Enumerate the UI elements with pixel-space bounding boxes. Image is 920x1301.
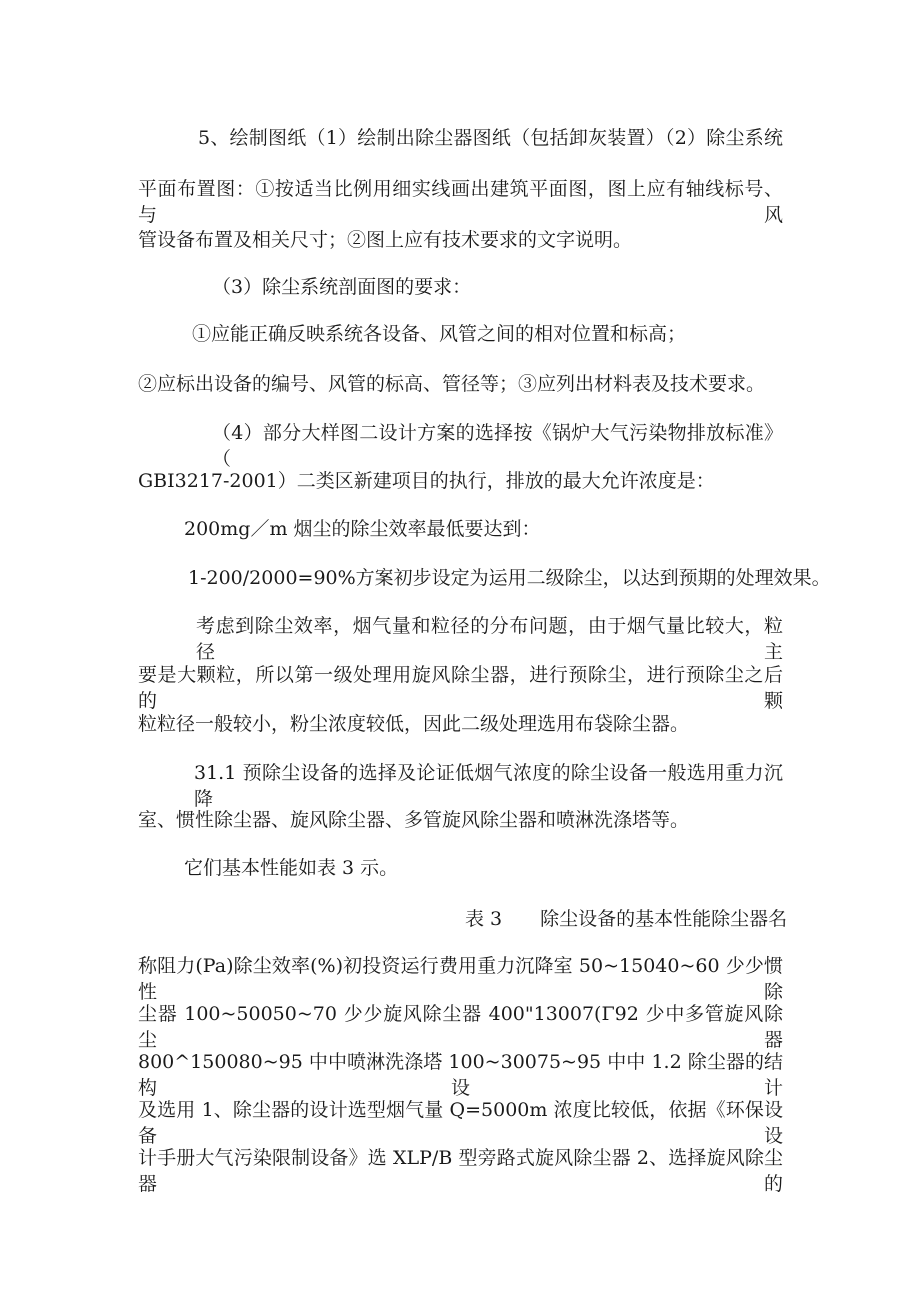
para-5-line-1: （4）部分大样图二设计方案的选择按《锅炉大气污染物排放标准》（ [212,422,783,470]
para-11-line-1: 表 3 除尘设备的基本性能除尘器名 [465,908,788,930]
para-6: 200mg／m 烟尘的除尘效率最低要达到： [184,518,541,540]
para-1-line-2: 平面布置图：①按适当比例用细实线画出建筑平面图，图上应有轴线标号、与风 [138,178,783,226]
para-8-line-3: 粒粒径一般较小，粉尘浓度较低，因此二级处理选用布袋除尘器。 [138,713,690,735]
para-11-line-2: 称阻力(Pa)除尘效率(%)初投资运行费用重力沉降室 50~15040~60 少少惯性除 [138,955,783,1003]
para-8-line-2: 要是大颗粒，所以第一级处理用旋风除尘器，进行预除尘，进行预除尘之后的颗 [138,664,783,712]
para-9-line-1: 31.1 预除尘设备的选择及论证低烟气浓度的除尘设备一般选用重力沉降 [194,762,783,810]
para-11-line-3: 尘器 100~50050~70 少少旋风除尘器 400"13007(Γ92 少中多管旋风除尘器 [138,1003,783,1051]
para-11-line-5: 及选用 1、除尘器的设计选型烟气量 Q=5000m 浓度比较低，依据《环保设备设 [138,1099,783,1147]
para-8-line-1: 考虑到除尘效率，烟气量和粒径的分布问题，由于烟气量比较大，粒径主 [196,615,783,663]
para-11-line-6: 计手册大气污染限制设备》选 XLP/B 型旁路式旋风除尘器 2、选择旋风除尘器的 [138,1147,783,1195]
para-2: （3）除尘系统剖面图的要求： [212,276,472,298]
para-9-line-2: 室、惯性除尘器、旋风除尘器、多管旋风除尘器和喷淋洗涤塔等。 [138,809,690,831]
para-1-line-1: 5、绘制图纸（1）绘制出除尘器图纸（包括卸灰装置）（2）除尘系统 [198,127,783,149]
para-10: 它们基本性能如表 3 示。 [184,857,399,879]
para-5-line-2: GBI3217-2001）二类区新建项目的执行，排放的最大允许浓度是： [138,470,715,492]
para-1-line-3: 管设备布置及相关尺寸；②图上应有技术要求的文字说明。 [138,229,633,251]
para-7: 1-200/2000=90%方案初步设定为运用二级除尘，以达到预期的处理效果。 [188,567,831,589]
para-11-line-4: 800^150080~95 中中喷淋洗涤塔 100~30075~95 中中 1.2 除尘器的结构设计 [138,1051,783,1099]
para-3: ①应能正确反映系统各设备、风管之间的相对位置和标高； [192,323,687,345]
para-4: ②应标出设备的编号、风管的标高、管径等；③应列出材料表及技术要求。 [138,373,766,395]
